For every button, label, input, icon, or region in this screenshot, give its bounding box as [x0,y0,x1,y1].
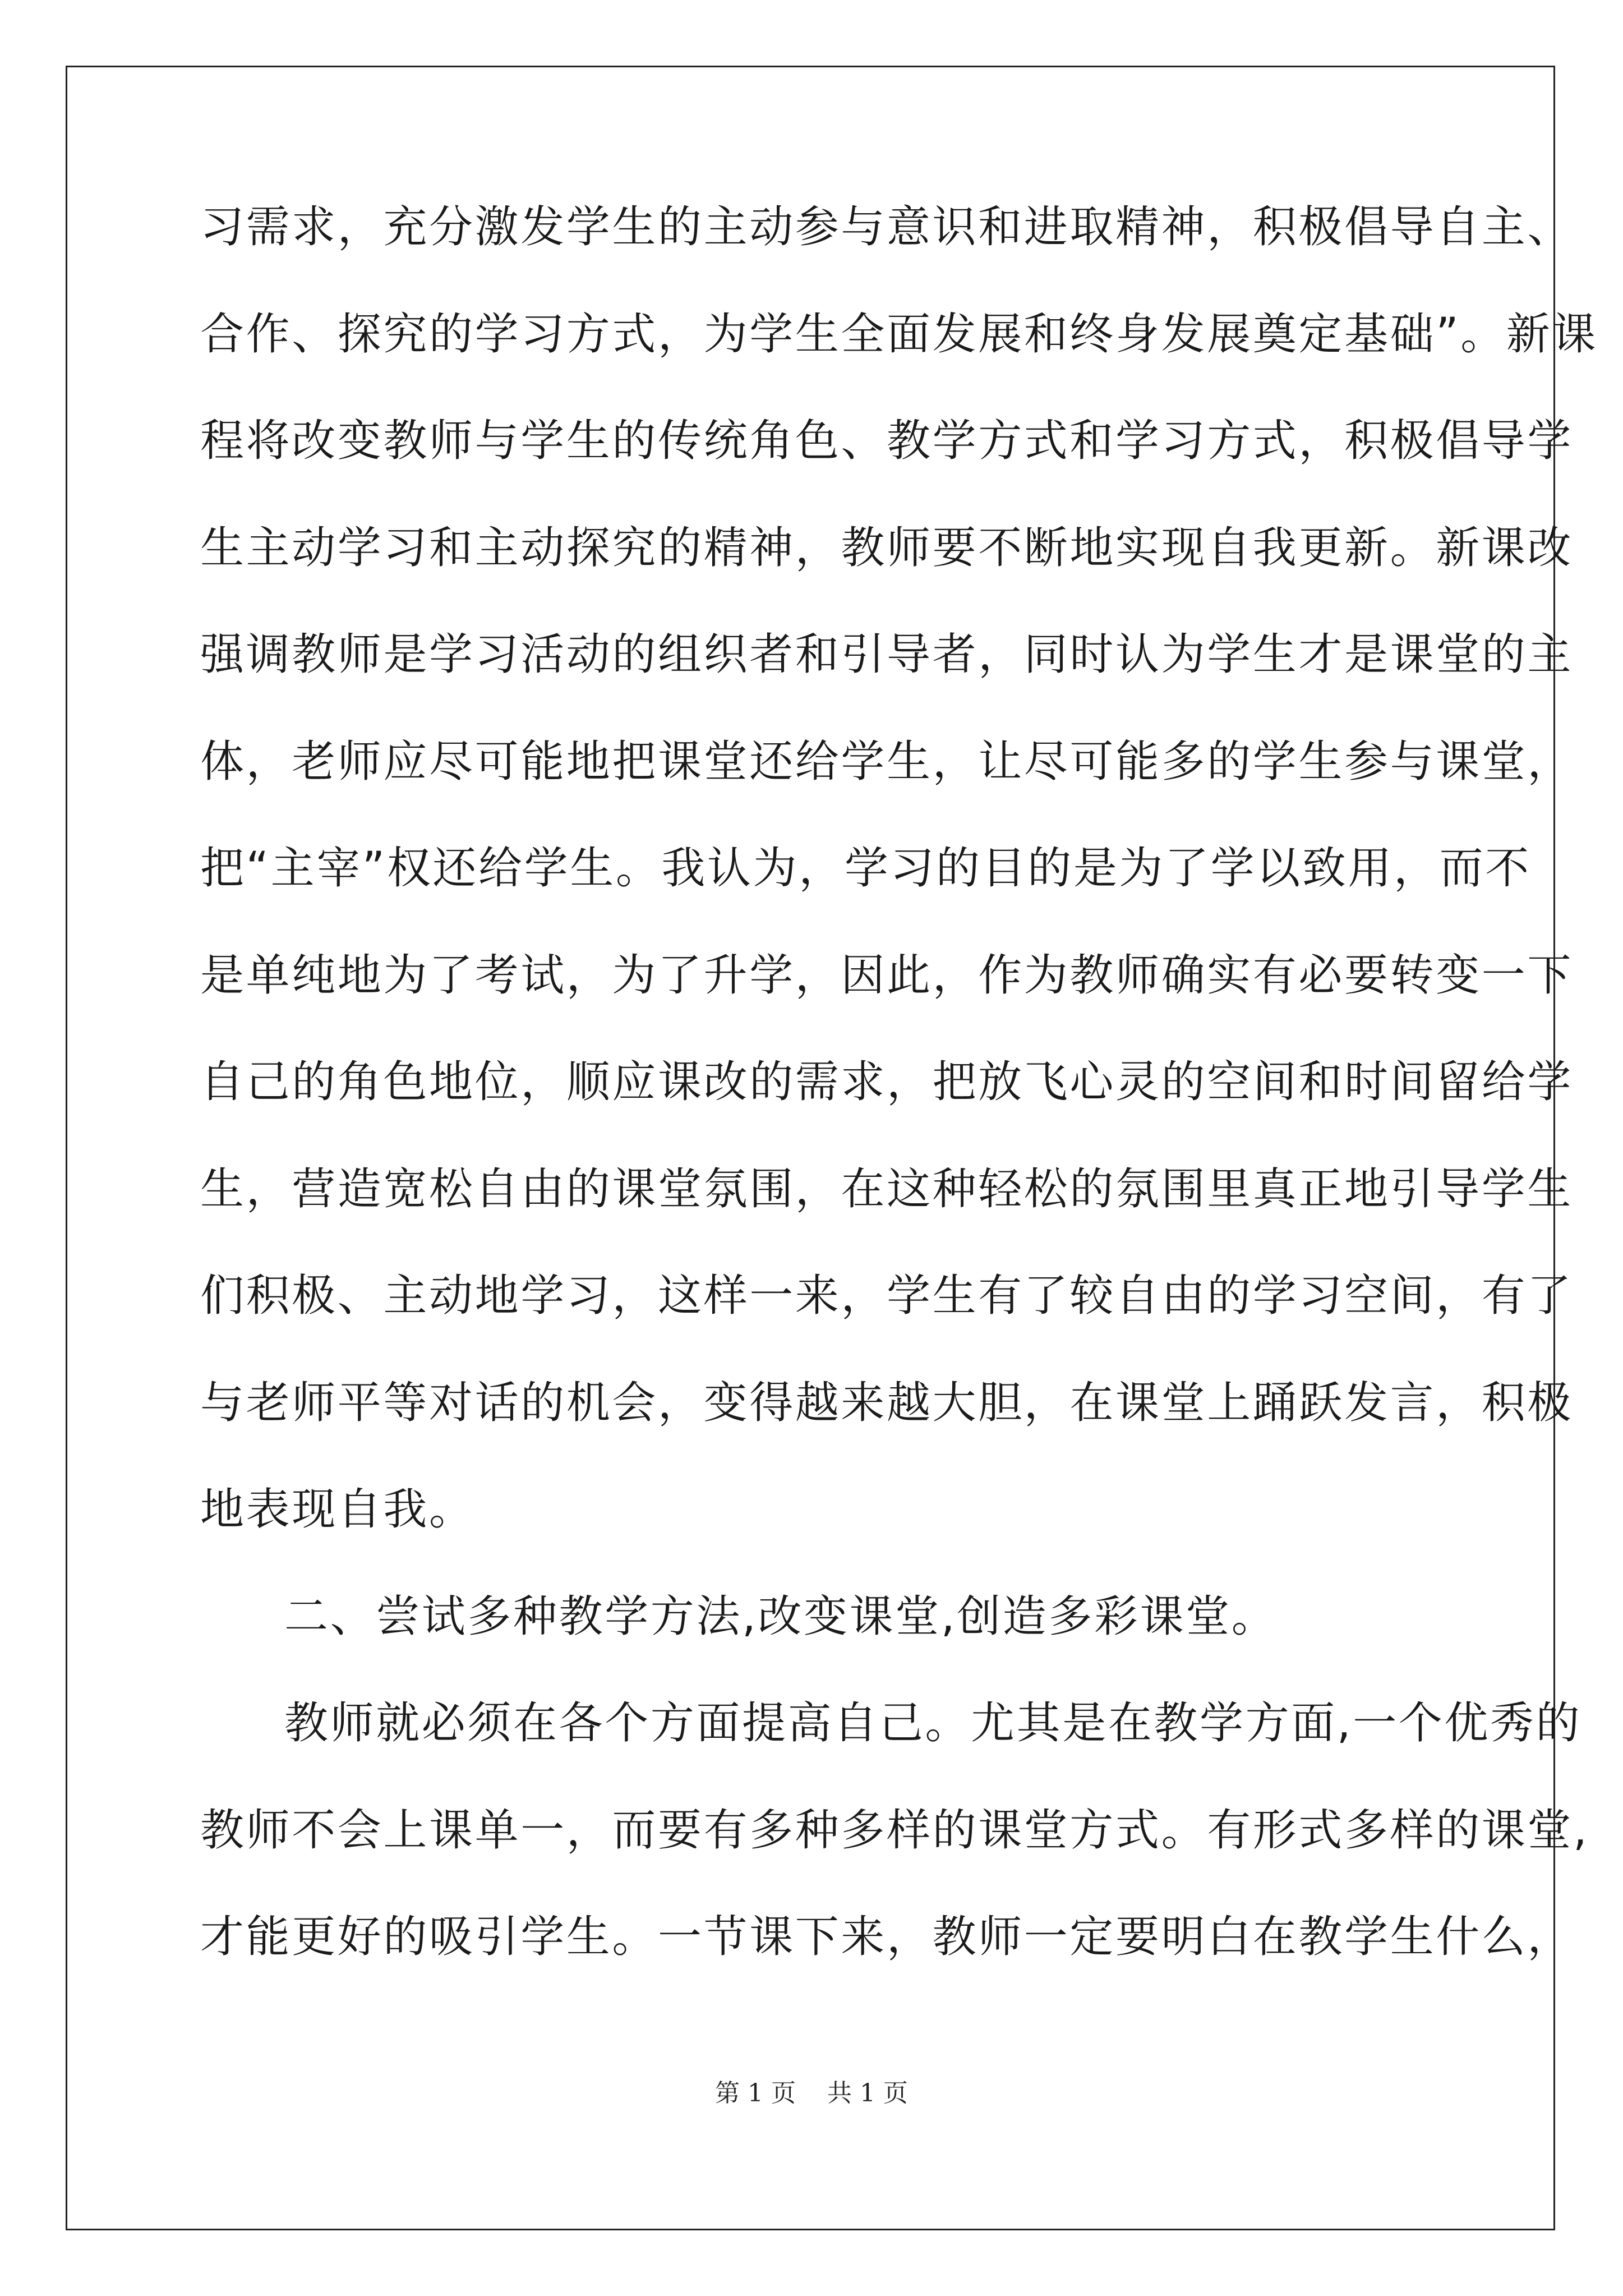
text-line: 程将改变教师与学生的传统角色、教学方式和学习方式，积极倡导学 [200,416,1574,466]
text-line: 生，营造宽松自由的课堂氛围，在这种轻松的氛围里真正地引导学生 [200,1163,1574,1214]
text-line: 合作、探究的学习方式，为学生全面发展和终身发展奠定基础”。新课 [200,309,1598,360]
section-heading: 二、尝试多种教学方法,改变课堂,创造多彩课堂。 [284,1591,1278,1642]
text-line: 生主动学习和主动探究的精神，教师要不断地实现自我更新。新课改 [200,522,1574,573]
text-line: 习需求，充分激发学生的主动参与意识和进取精神，积极倡导自主、 [200,202,1574,252]
page-number-footer: 第 1 页 共 1 页 [715,2079,908,2108]
document-body [200,199,1598,2016]
text-line: 把“主宰”权还给学生。我认为，学习的目的是为了学以致用，而不 [200,843,1531,894]
text-line: 是单纯地为了考试，为了升学，因此，作为教师确实有必要转变一下 [200,950,1574,1001]
text-line: 自己的角色地位，顺应课改的需求，把放飞心灵的空间和时间留给学 [200,1057,1574,1107]
text-line: 体，老师应尽可能地把课堂还给学生，让尽可能多的学生参与课堂， [200,736,1574,787]
text-line: 们积极、主动地学习，这样一来，学生有了较自由的学习空间，有了 [200,1271,1574,1321]
text-line: 才能更好的吸引学生。一节课下来，教师一定要明白在教学生什么， [200,1912,1574,1962]
text-line: 教师不会上课单一，而要有多种多样的课堂方式。有形式多样的课堂, [200,1805,1589,1856]
text-line: 与老师平等对话的机会，变得越来越大胆，在课堂上踊跃发言，积极 [200,1377,1574,1428]
paragraph-first-line: 教师就必须在各个方面提高自己。尤其是在教学方面,一个优秀的 [284,1698,1582,1749]
text-line: 地表现自我。 [200,1484,475,1535]
text-line: 强调教师是学习活动的组织者和引导者，同时认为学生才是课堂的主 [200,629,1574,680]
